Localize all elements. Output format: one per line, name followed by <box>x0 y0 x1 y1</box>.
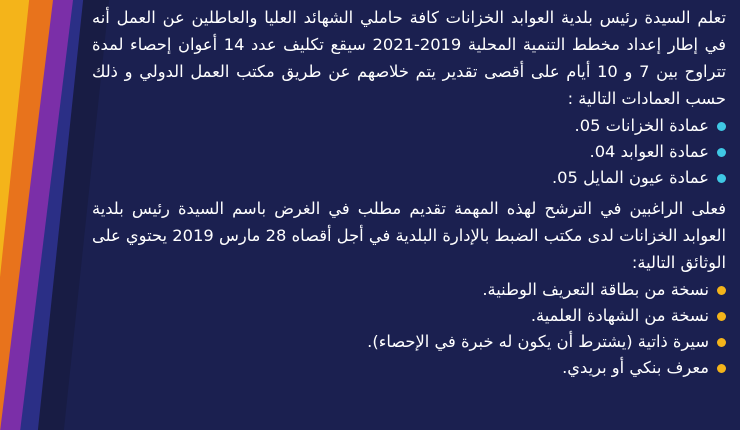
application-paragraph: فعلى الراغبين في الترشح لهذه المهمة تقديم مطلب في الغرض باسم السيدة رئيس بلدية العوابد الخزانات لدى مكتب الضبط بالإدارة البلدية في أجل أقصاه 28 مارس 2019 يحتوي على الوثائق التالية: <box>92 199 726 272</box>
list-item-label: عمادة عيون المايل 05. <box>551 168 709 187</box>
bullet-dot-icon <box>717 364 726 373</box>
list-item <box>92 165 726 191</box>
bullet-dot-icon <box>717 312 726 321</box>
list-item <box>92 139 726 165</box>
list-item <box>92 303 726 329</box>
list-item-label: عمادة الخزانات 05. <box>574 116 709 135</box>
bullet-dot-icon <box>717 286 726 295</box>
list-item <box>92 113 726 139</box>
delegations-list <box>92 113 726 191</box>
bullet-dot-icon <box>717 338 726 347</box>
list-item-label: معرف بنكي أو بريدي. <box>562 358 709 377</box>
intro-paragraph: تعلم السيدة رئيس بلدية العوابد الخزانات كافة حاملي الشهائد العليا والعاطلين عن العمل أنه في إطار إعداد مخطط التنمية المحلية 2019-2021 سيقع تكليف عدد 14 أعوان إحصاء لمدة تتراوح بين 7 و 10 أيام على أقصى تقدير يتم خلاصهم عن طريق مكتب العمل الدولي و ذلك حسب العمادات التالية : <box>92 8 727 108</box>
bullet-dot-icon <box>717 148 726 157</box>
list-item-label: نسخة من بطاقة التعريف الوطنية. <box>482 280 709 299</box>
list-item <box>92 329 726 355</box>
list-item-label: عمادة العوابد 04. <box>589 142 709 161</box>
list-item <box>92 277 726 303</box>
list-item-label: سيرة ذاتية (يشترط أن يكون له خبرة في الإحصاء). <box>367 332 709 351</box>
bullet-dot-icon <box>717 174 726 183</box>
required-documents-list <box>92 277 726 381</box>
bullet-dot-icon <box>717 122 726 131</box>
list-item <box>92 355 726 381</box>
list-item-label: نسخة من الشهادة العلمية. <box>530 306 709 325</box>
announcement-body <box>86 0 740 430</box>
